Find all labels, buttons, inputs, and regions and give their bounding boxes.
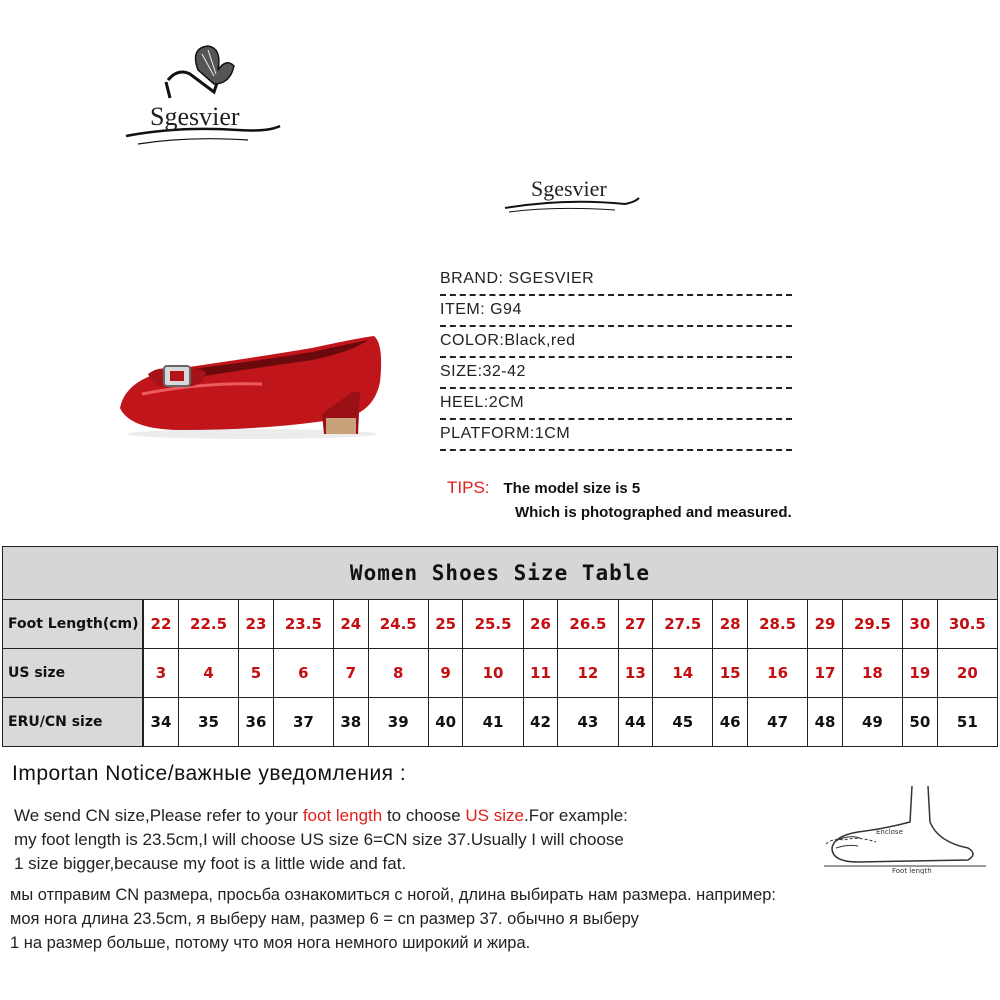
size-cell: 23.5: [273, 600, 333, 649]
size-cell: 11: [523, 649, 558, 698]
size-cell: 40: [428, 698, 463, 747]
spec-heel: HEEL:2CM: [440, 389, 792, 420]
size-cell: 3: [143, 649, 178, 698]
foot-diagram: [818, 782, 998, 874]
size-cell: 8: [368, 649, 428, 698]
size-cell: 23: [239, 600, 274, 649]
size-cell: 44: [618, 698, 653, 747]
size-row-foot-length: [3, 600, 998, 649]
size-cell: 26: [523, 600, 558, 649]
logo-text: Sgesvier: [150, 102, 240, 131]
size-cell: 30: [903, 600, 938, 649]
spec-color: COLOR:Black,red: [440, 327, 792, 358]
size-cell: 28.5: [748, 600, 808, 649]
size-cell: 34: [143, 698, 178, 747]
size-cell: 13: [618, 649, 653, 698]
size-table: [2, 546, 998, 747]
size-cell: 6: [273, 649, 333, 698]
notice-title: Importan Notice/важные уведомления :: [12, 762, 407, 785]
size-cell: 25.5: [463, 600, 523, 649]
size-cell: 7: [333, 649, 368, 698]
size-cell: 27.5: [653, 600, 713, 649]
notice-ru-line-2: моя нога длина 23.5cm, я выберу нам, размер 6 = cn размер 37. обычно я выберу: [10, 910, 639, 928]
size-cell: 29.5: [842, 600, 902, 649]
enclose-label: Enclose: [876, 828, 903, 836]
text: to choose: [382, 806, 466, 825]
size-cell: 14: [653, 649, 713, 698]
product-specs: [440, 265, 792, 451]
size-cell: 46: [713, 698, 748, 747]
size-cell: 16: [748, 649, 808, 698]
size-cell: 29: [808, 600, 843, 649]
highlight-us-size: US size: [465, 806, 524, 825]
size-cell: 4: [178, 649, 238, 698]
size-cell: 35: [178, 698, 238, 747]
brand-logo-main: [118, 40, 288, 160]
notice-en-line-1: [14, 804, 628, 828]
size-row-us: [3, 649, 998, 698]
size-cell: 51: [937, 698, 997, 747]
product-image: [112, 322, 392, 440]
notice-english: [14, 804, 628, 876]
brand-logo-small: [495, 168, 645, 228]
size-row-eu-cn: [3, 698, 998, 747]
tips: [447, 478, 792, 521]
tips-label: TIPS:: [447, 478, 490, 497]
logo-text-small: Sgesvier: [531, 176, 607, 201]
foot-length-label: Foot length: [892, 867, 932, 874]
size-cell: 48: [808, 698, 843, 747]
row-label: Foot Length(cm): [3, 600, 144, 649]
size-cell: 9: [428, 649, 463, 698]
size-cell: 5: [239, 649, 274, 698]
size-cell: 24: [333, 600, 368, 649]
size-cell: 12: [558, 649, 618, 698]
notice-ru-line-3: 1 на размер больше, потому что моя нога немного широкий и жира.: [10, 934, 531, 952]
size-cell: 30.5: [937, 600, 997, 649]
size-cell: 38: [333, 698, 368, 747]
size-cell: 22.5: [178, 600, 238, 649]
size-cell: 20: [937, 649, 997, 698]
size-cell: 25: [428, 600, 463, 649]
size-cell: 17: [808, 649, 843, 698]
butterfly-high-heel-icon: [118, 40, 288, 160]
size-cell: 15: [713, 649, 748, 698]
row-label: ERU/CN size: [3, 698, 144, 747]
size-cell: 24.5: [368, 600, 428, 649]
red-shoe-icon: [112, 322, 392, 440]
text: We send CN size,Please refer to your: [14, 806, 303, 825]
size-cell: 43: [558, 698, 618, 747]
notice-en-line-2: my foot length is 23.5cm,I will choose US size 6=CN size 37.Usually I will choose: [14, 830, 624, 849]
tips-line-1: The model size is 5: [503, 480, 641, 497]
size-cell: 45: [653, 698, 713, 747]
notice-en-line-3: 1 size bigger,because my foot is a little wide and fat.: [14, 854, 407, 873]
size-cell: 39: [368, 698, 428, 747]
foot-measure-icon: [818, 782, 998, 874]
size-table-title: Women Shoes Size Table: [349, 561, 651, 585]
notice-ru-line-1: мы отправим CN размера, просьба ознакомиться с ногой, длина выбирать нам размера. например:: [10, 886, 777, 904]
size-cell: 10: [463, 649, 523, 698]
notice-russian: [10, 883, 776, 955]
text: .For example:: [523, 806, 628, 825]
size-cell: 22: [143, 600, 178, 649]
size-cell: 42: [523, 698, 558, 747]
spec-brand: BRAND: SGESVIER: [440, 265, 792, 296]
size-cell: 36: [239, 698, 274, 747]
size-cell: 28: [713, 600, 748, 649]
size-cell: 26.5: [558, 600, 618, 649]
size-cell: 19: [903, 649, 938, 698]
spec-platform: PLATFORM:1CM: [440, 420, 792, 451]
size-cell: 47: [748, 698, 808, 747]
size-cell: 50: [903, 698, 938, 747]
spec-size: SIZE:32-42: [440, 358, 792, 389]
size-cell: 18: [842, 649, 902, 698]
row-label: US size: [3, 649, 144, 698]
tips-line-2: Which is photographed and measured.: [515, 504, 792, 521]
size-cell: 49: [842, 698, 902, 747]
size-cell: 27: [618, 600, 653, 649]
size-table-header: [3, 547, 998, 600]
size-cell: 37: [273, 698, 333, 747]
spec-item: ITEM: G94: [440, 296, 792, 327]
size-cell: 41: [463, 698, 523, 747]
highlight-foot-length: foot length: [302, 806, 383, 825]
